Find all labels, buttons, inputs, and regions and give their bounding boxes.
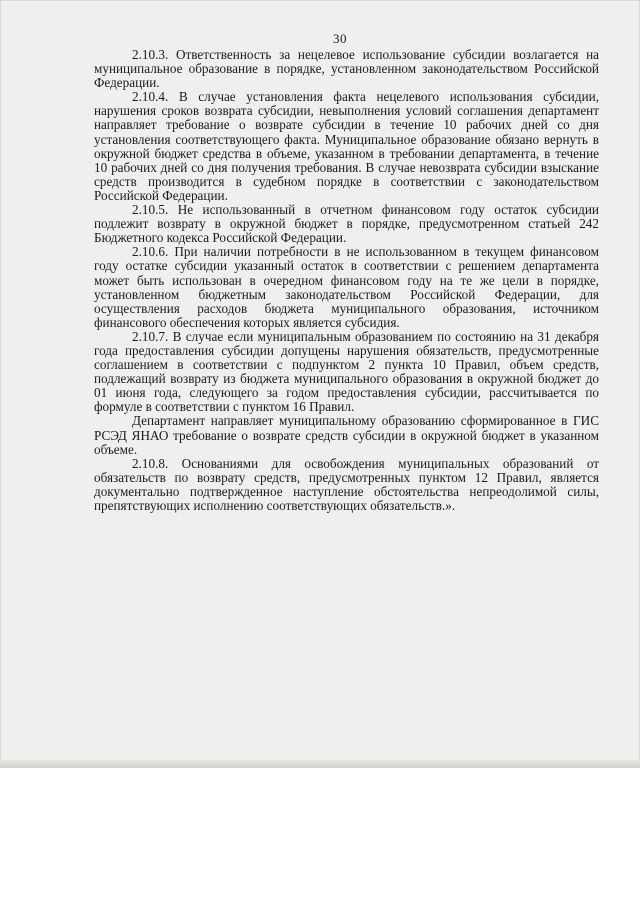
scan-bottom-edge [0, 760, 640, 768]
paragraph-2-10-4: 2.10.4. В случае установления факта нецелевого использования субсидии, нарушения сроков возврата субсидии, невыполнения условий соглашения департамент направляет требование о возврате субсидии в течение 10 рабочих дней со дня установления соответствующего факта. Муниципальное образование обязано вернуть в окружной бюджет средства в объеме, указанном в требовании департамента, в течение 10 рабочих дней со дня получения требования. В случае невозврата субсидии взыскание средств производится в судебном порядке в соответствии с законодательством Российской Федерации. [94, 89, 599, 203]
document-body [94, 48, 599, 513]
paragraph-2-10-5: 2.10.5. Не использованный в отчетном финансовом году остаток субсидии подлежит возврату в окружной бюджет в порядке, предусмотренном статьей 242 Бюджетного кодекса Российской Федерации. [94, 202, 599, 246]
paragraph-2-10-8: 2.10.8. Основаниями для освобождения муниципальных образований от обязательств по возврату средств, предусмотренных пунктом 12 Правил, является документально подтвержденное наступление обстоятельства непреодолимой силы, препятствующих исполнению соответствующих обязательств.». [94, 455, 599, 513]
paragraph-department-requirement: Департамент направляет муниципальному образованию сформированное в ГИС РСЭД ЯНАО требование о возврате средств субсидии в окружной бюджет в указанном объеме. [94, 413, 599, 457]
paragraph-2-10-7: 2.10.7. В случае если муниципальным образованием по состоянию на 31 декабря года предоставления субсидии допущены нарушения обязательств, предусмотренные соглашением в соответствии с подпунктом 2 пункта 10 Правил, объем средств, подлежащий возврату из бюджета муниципального образования в окружной бюджет до 01 июня года, следующего за годом предоставления субсидии, рассчитывается по формуле в соответствии с пунктом 16 Правил. [94, 328, 599, 415]
page-number: 30 [333, 31, 347, 46]
paragraph-2-10-6: 2.10.6. При наличии потребности в не использованном в текущем финансовом году остатке субсидии указанный остаток в соответствии с решением департамента может быть использован в очередном финансовом году на те же цели в порядке, установленном бюджетным законодательством Российской Федерации, для осуществления расходов бюджета муниципального образования, источником финансового обеспечения которых является субсидия. [94, 244, 599, 330]
paragraph-2-10-3: 2.10.3. Ответственность за нецелевое использование субсидии возлагается на муниципальное образование в порядке, установленном законодательством Российской Федерации. [94, 47, 599, 91]
